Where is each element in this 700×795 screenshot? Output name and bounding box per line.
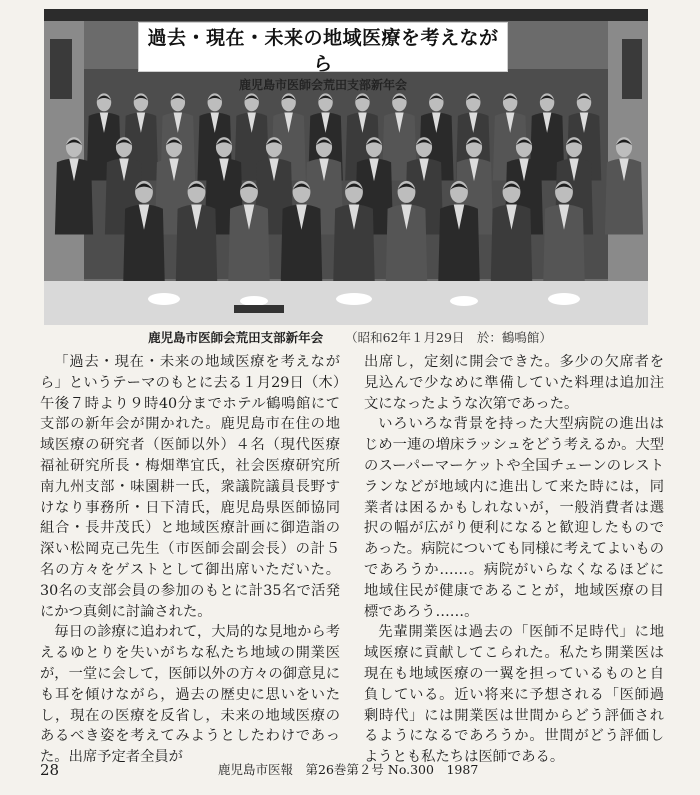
caption-date-venue: （昭和62年１月29日 於：鶴鳴館）: [345, 330, 552, 345]
banner-subtitle: 鹿児島市医師会荒田支部新年会: [238, 78, 407, 92]
article-paragraph: 毎日の診療に追われて，大局的な見地から考えるゆとりを失いがちな私たち地域の開業医が，一堂に会して，医師以外の方々の御意見にも耳を傾けながら，過去の歴史に思いをいたし，現在の医療を反省し，未来の地域医療のあるべき姿を考えてみようとしたわけであった。出席予定者全員が: [40, 624, 340, 766]
article-paragraph: 「過去・現在・未来の地域医療を考えながら」というテーマのもとに去る１月29日（木）午後７時より９時40分までホテル鶴鳴館にて支部の新年会が開かれた。鹿児島市在住の地域医療の研究者（医師以外）４名（現代医療福祉研究所長・梅畑準宜氏，社会医療研究所南九州支部・味園耕一氏，衆議院議員長野すけなり事務所・日下清氏，鹿児島県医師協同組合・長井茂氏）と地域医療計画に御造詣の深い松岡克己先生（市医師会副会長）の計５名の方々をゲストとして御出席いただいた。30名の支部会員の参加のもとに計35名で活発にかつ真剣に討論された。: [40, 354, 340, 620]
photo-banner: [138, 22, 508, 92]
article-column-right: [364, 352, 664, 768]
article-paragraph: 先輩開業医は過去の「医師不足時代」に地域医療に貢献してこられた。私たち開業医は現在も地域医療の一翼を担っているものと自負している。近い将来に予想される「医師過剰時代」には開業医は世間からどう評価されるようになるであろうか。世間がどう評価しようとも私たちは医師である。: [364, 624, 664, 766]
article-paragraph: 出席し，定刻に開会できた。多少の欠席者を見込んで少なめに準備していた料理は追加注文になったような次第であった。: [364, 354, 664, 412]
page-number: 28: [40, 761, 60, 779]
banner-title: 過去・現在・未来の地域医療を考えながら: [147, 27, 499, 75]
page-footer: [40, 762, 660, 779]
article-column-left: [40, 352, 340, 768]
caption-title: 鹿児島市医師会荒田支部新年会: [148, 330, 324, 345]
journal-info: 鹿児島市医報 第26巻第２号 No.300 1987: [218, 762, 479, 777]
article-paragraph: いろいろな背景を持った大型病院の進出はじめ一連の増床ラッシュをどう考えるか。大型のスーパーマーケットや全国チェーンのレストランなどが地域内に進出して来た時には，同業者は困るかもしれないが，一般消費者は選択の幅が広がり便利になると歓迎したものであった。病院についても同様に考えてよいものであろうか……。病院がいらなくなるほどに地域住民が健康であることが，地域医療の目標であろう……。: [364, 416, 664, 620]
photo-caption: [0, 330, 700, 346]
